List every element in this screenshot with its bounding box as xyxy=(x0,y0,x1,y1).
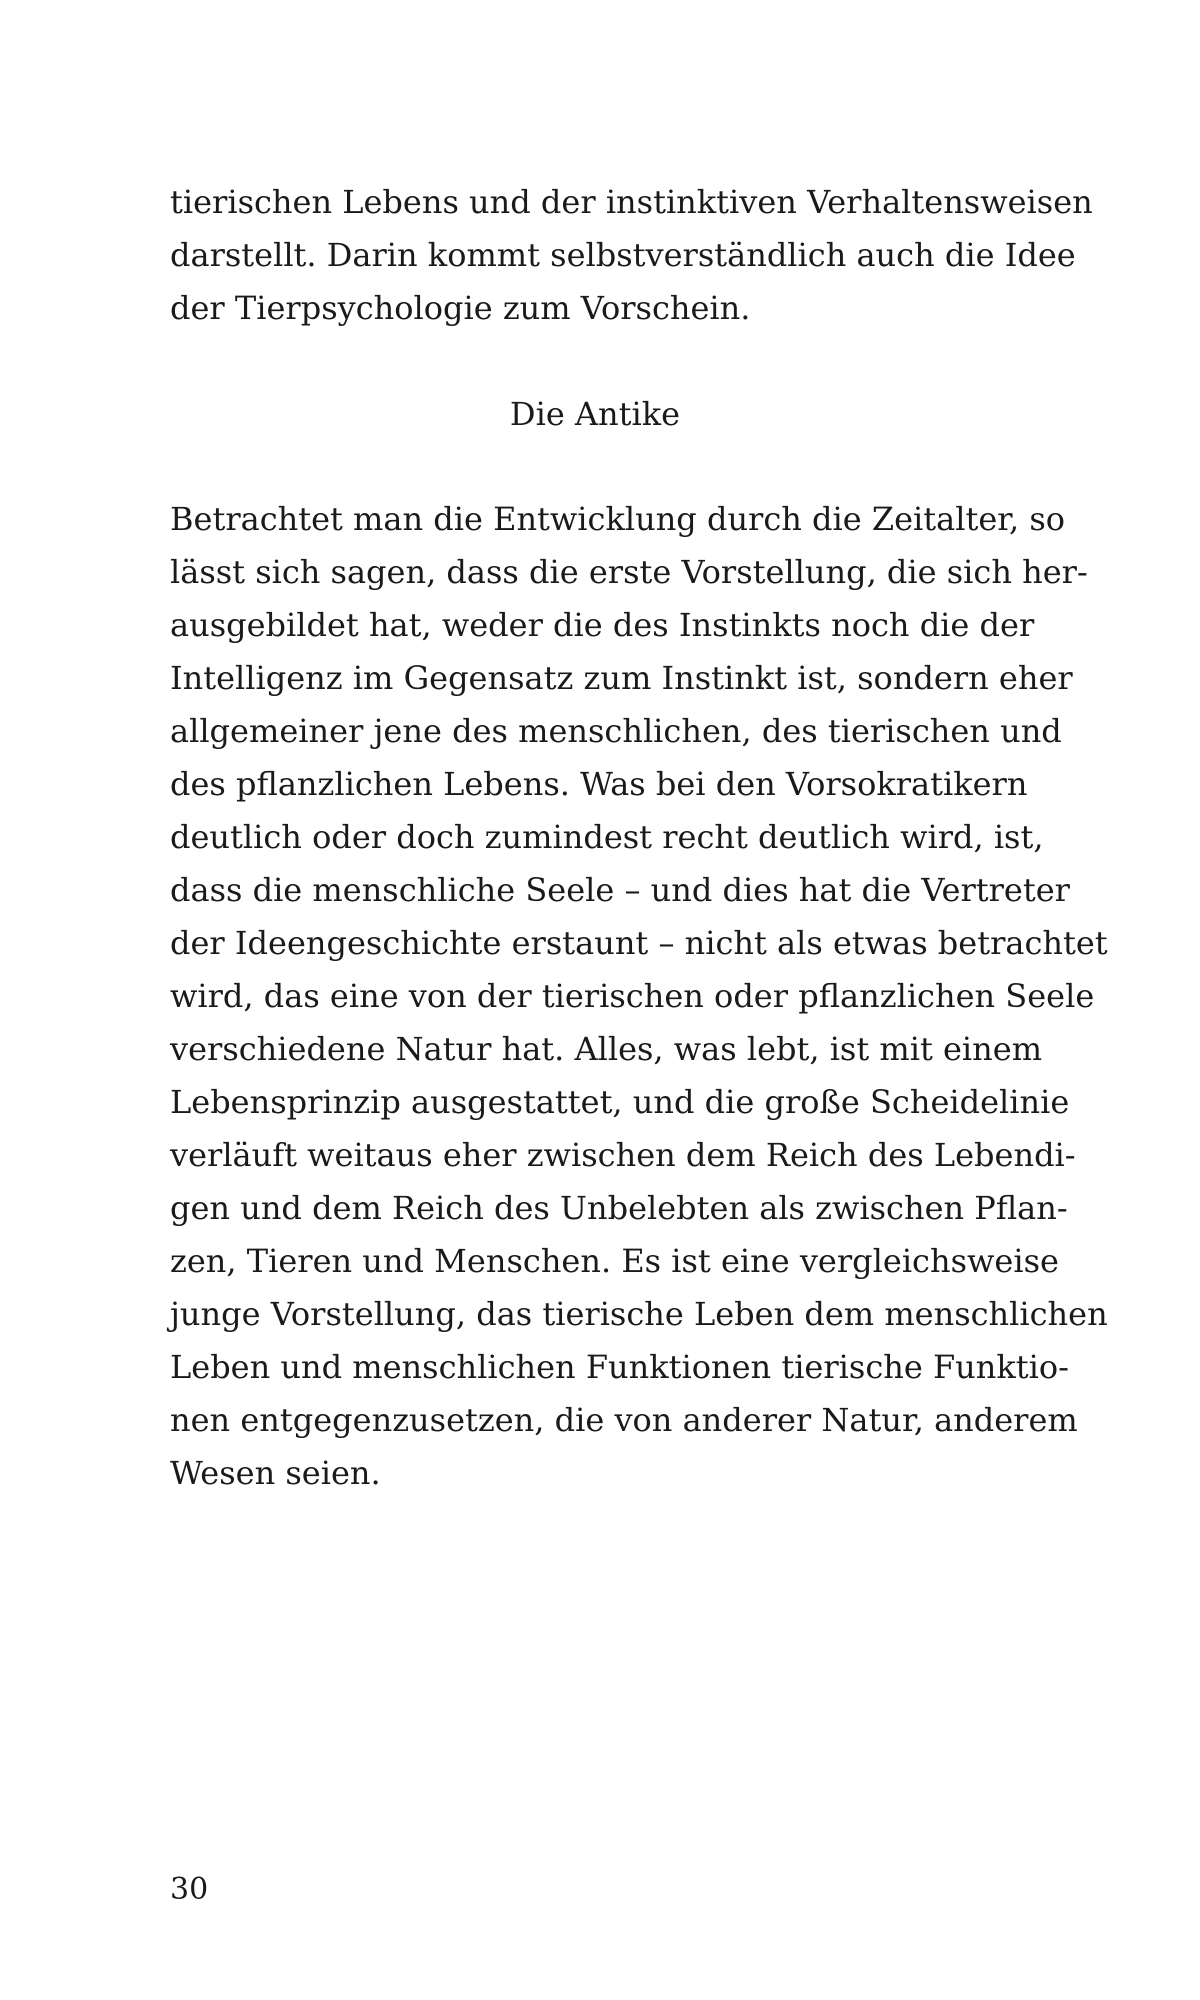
text-line: lässt sich sagen, dass die erste Vorstellung, die sich her- xyxy=(170,553,1088,591)
page-number: 30 xyxy=(170,1872,209,1907)
text-line: darstellt. Darin kommt selbstverständlich auch die Idee xyxy=(170,236,1076,274)
text-line: der Ideengeschichte erstaunt – nicht als etwas betrachtet xyxy=(170,924,1108,962)
text-line: Betrachtet man die Entwicklung durch die Zeitalter, so xyxy=(170,500,1066,538)
text-line: nen entgegenzusetzen, die von anderer Natur, anderem xyxy=(170,1401,1078,1439)
text-line: Lebensprinzip ausgestattet, und die große Scheidelinie xyxy=(170,1083,1070,1121)
text-line: Wesen seien. xyxy=(170,1454,381,1492)
text-line: junge Vorstellung, das tierische Leben dem menschlichen xyxy=(170,1295,1108,1333)
text-line: allgemeiner jene des menschlichen, des tierischen und xyxy=(170,712,1062,750)
text-line: verläuft weitaus eher zwischen dem Reich des Lebendi- xyxy=(170,1136,1076,1174)
text-line: zen, Tieren und Menschen. Es ist eine vergleichsweise xyxy=(170,1242,1059,1280)
text-line: Intelligenz im Gegensatz zum Instinkt ist, sondern eher xyxy=(170,659,1073,697)
text-line: dass die menschliche Seele – und dies hat die Vertreter xyxy=(170,871,1070,909)
text-line: wird, das eine von der tierischen oder pflanzlichen Seele xyxy=(170,977,1095,1015)
text-line: Leben und menschlichen Funktionen tierische Funktio- xyxy=(170,1348,1069,1386)
text-line: des pflanzlichen Lebens. Was bei den Vorsokratikern xyxy=(170,765,1028,803)
body-paragraph xyxy=(170,493,1108,1500)
section-heading: Die Antike xyxy=(509,395,681,433)
text-line: verschiedene Natur hat. Alles, was lebt, ist mit einem xyxy=(170,1030,1043,1068)
text-line: tierischen Lebens und der instinktiven Verhaltensweisen xyxy=(170,183,1093,221)
text-line: gen und dem Reich des Unbelebten als zwischen Pflan- xyxy=(170,1189,1068,1227)
text-line: ausgebildet hat, weder die des Instinkts noch die der xyxy=(170,606,1035,644)
text-line: deutlich oder doch zumindest recht deutlich wird, ist, xyxy=(170,818,1044,856)
intro-paragraph xyxy=(170,176,1093,335)
text-line: der Tierpsychologie zum Vorschein. xyxy=(170,289,751,327)
